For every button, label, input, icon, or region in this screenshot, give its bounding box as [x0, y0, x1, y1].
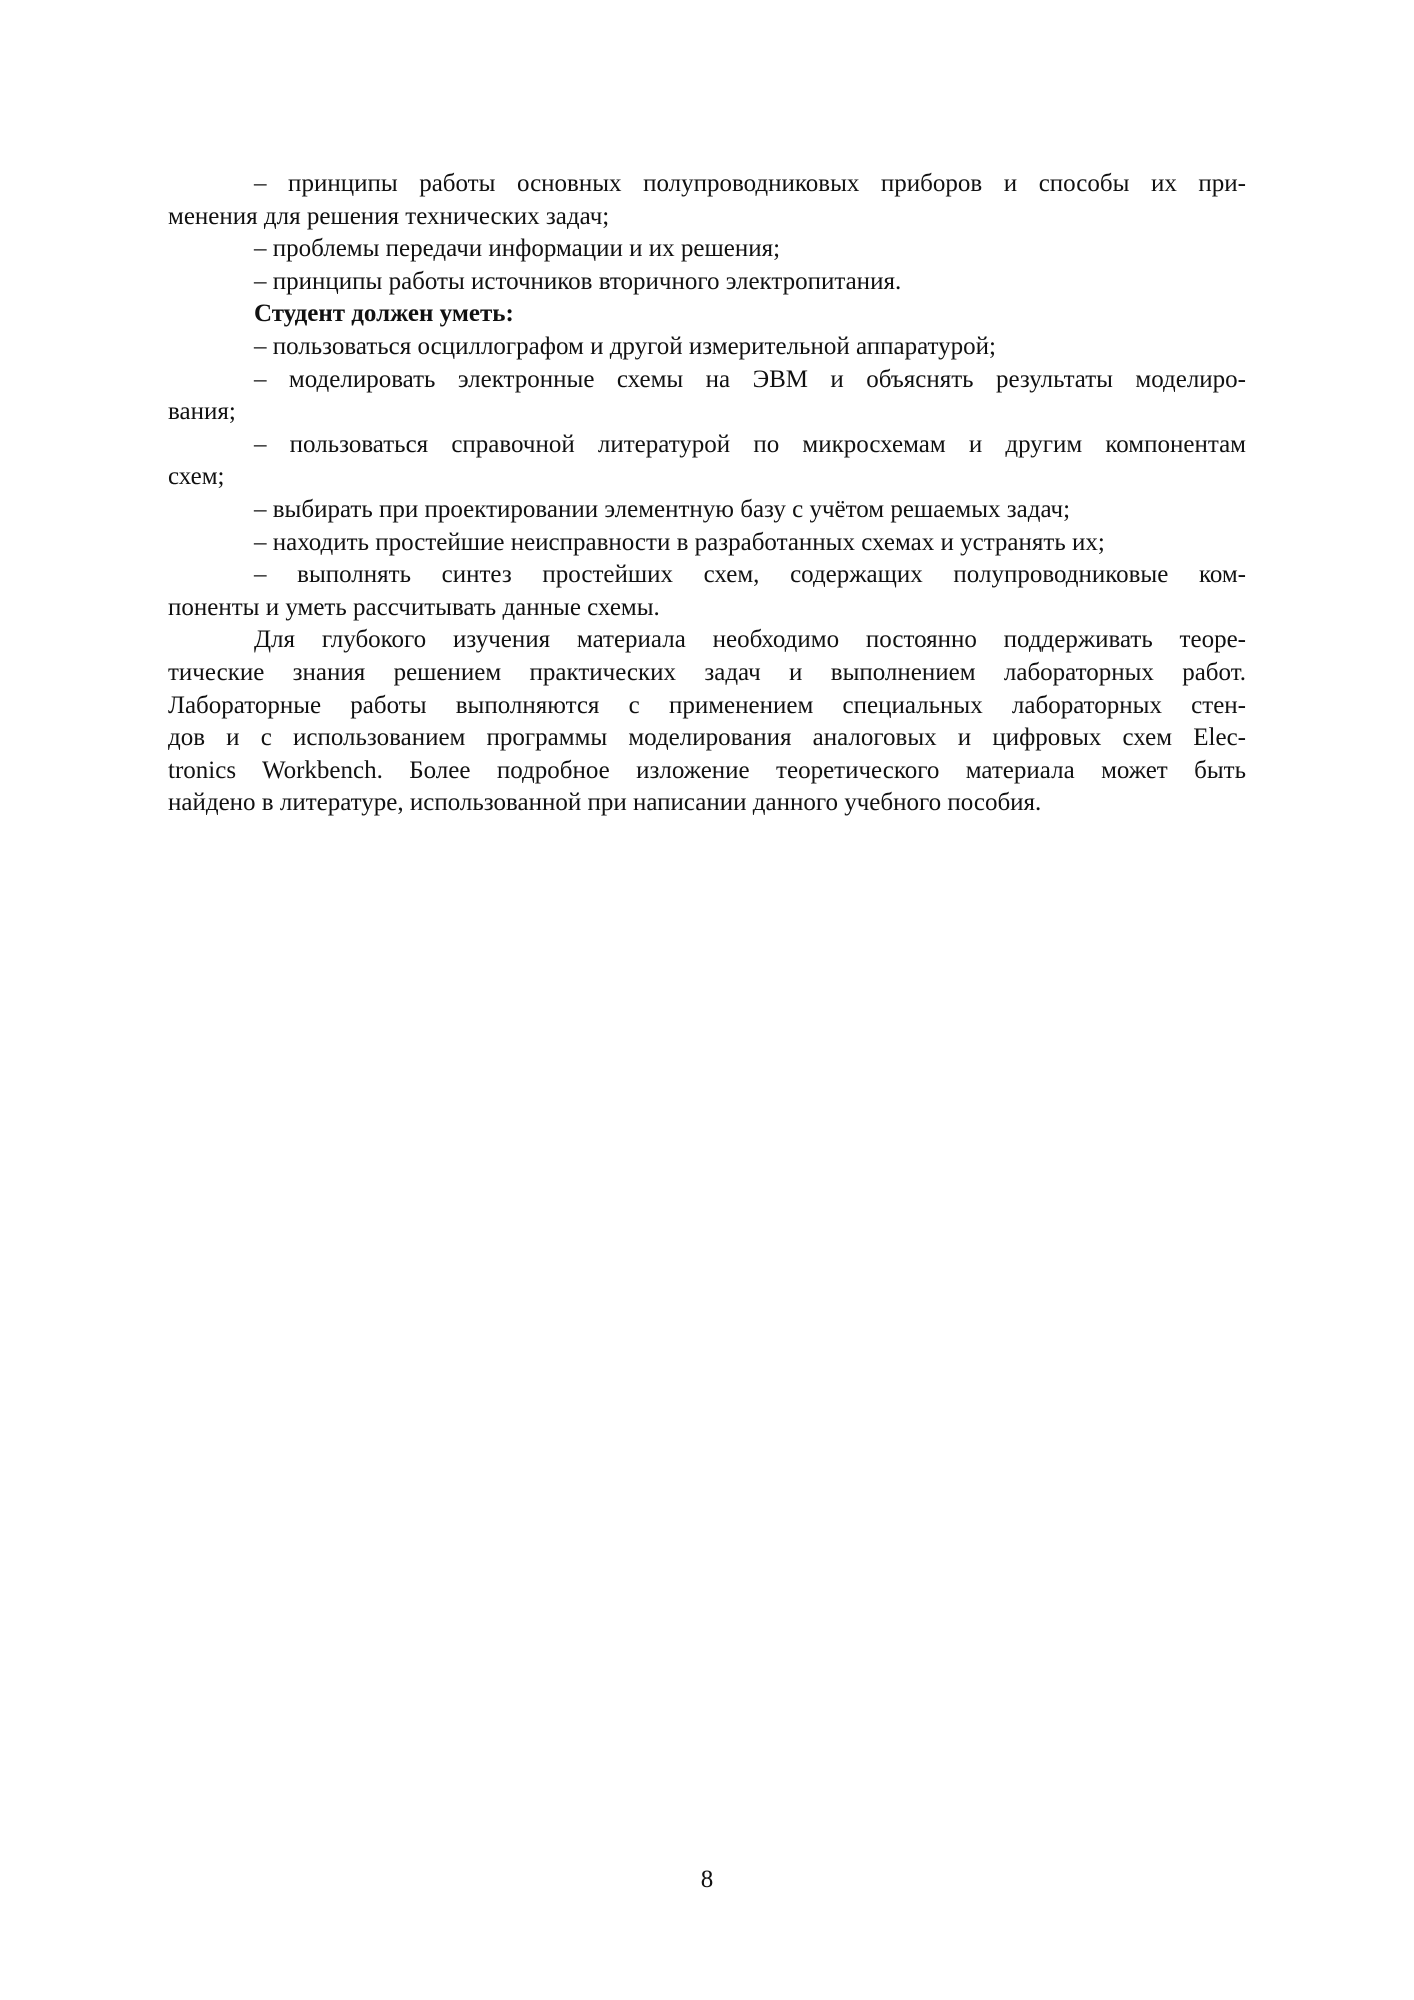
paragraph-line: Лабораторные работы выполняются с применением специальных лабораторных стен- [168, 691, 1246, 719]
list-item-continuation: поненты и уметь рассчитывать данные схемы. [168, 593, 660, 621]
page-number: 8 [700, 1866, 714, 1893]
paragraph-line: дов и с использованием программы моделирования аналоговых и цифровых схем Elec- [168, 724, 1246, 752]
list-item-continuation: менения для решения технических задач; [168, 202, 610, 230]
page-body [168, 168, 1246, 820]
list-item: – находить простейшие неисправности в разработанных схемах и устранять их; [254, 528, 1105, 556]
paragraph-line: Для глубокого изучения материала необходимо постоянно поддерживать теоре- [254, 626, 1246, 654]
paragraph-line: тические знания решением практических задач и выполнением лабораторных работ. [168, 658, 1246, 686]
list-item: – выбирать при проектировании элементную базу с учётом решаемых задач; [254, 495, 1071, 523]
list-item: – проблемы передачи информации и их решения; [254, 235, 781, 263]
list-item: – принципы работы источников вторичного электропитания. [254, 267, 902, 295]
section-heading: Студент должен уметь: [254, 300, 514, 328]
list-item: – пользоваться справочной литературой по микросхемам и другим компонентам [254, 430, 1246, 458]
list-item: – принципы работы основных полупроводниковых приборов и способы их при- [254, 170, 1246, 197]
list-item: – пользоваться осциллографом и другой измерительной аппаратурой; [254, 332, 996, 360]
list-item-continuation: схем; [168, 463, 225, 491]
list-item-continuation: вания; [168, 398, 236, 426]
paragraph-line: tronics Workbench. Более подробное изложение теоретического материала может быть [168, 756, 1246, 784]
list-item: – моделировать электронные схемы на ЭВМ и объяснять результаты моделиро- [254, 365, 1246, 393]
list-item: – выполнять синтез простейших схем, содержащих полупроводниковые ком- [254, 561, 1246, 589]
paragraph-line: найдено в литературе, использованной при написании данного учебного пособия. [168, 789, 1042, 817]
